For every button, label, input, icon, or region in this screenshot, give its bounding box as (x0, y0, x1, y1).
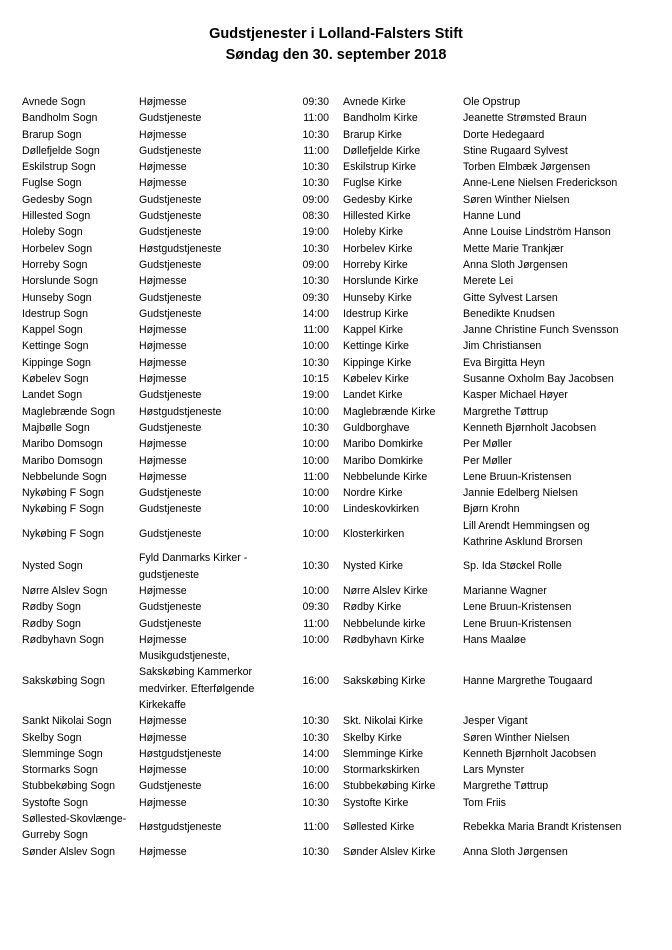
parish-cell: Nykøbing F Sogn (22, 487, 104, 500)
table-row (22, 355, 642, 371)
service-type-cell: Højmesse (139, 715, 187, 728)
priest-cell: Torben Elmbæk Jørgensen (463, 161, 591, 174)
church-cell: Slemminge Kirke (343, 747, 424, 760)
service-type-cell: Høstgudstjeneste (139, 242, 222, 255)
parish-cell: Rødby Sogn (22, 617, 81, 630)
parish-cell: Systofte Sogn (22, 796, 88, 809)
table-row (22, 159, 642, 175)
table-row (22, 762, 642, 778)
time-cell: 10:30 (302, 715, 329, 728)
time-cell: 11:00 (303, 617, 329, 630)
time-cell: 10:30 (302, 796, 329, 809)
parish-cell: Sønder Alslev Sogn (22, 845, 116, 858)
parish-cell: Maribo Domsogn (22, 438, 103, 451)
church-cell: Sønder Alslev Kirke (343, 845, 436, 858)
time-cell: 16:00 (302, 674, 329, 687)
service-type-cell: Højmesse (139, 633, 187, 646)
table-row (22, 175, 642, 191)
service-type-cell: Højmesse (139, 340, 187, 353)
parish-cell: Majbølle Sogn (22, 421, 90, 434)
church-cell: Horslunde Kirke (343, 275, 419, 288)
service-type-cell-text: Fyld Danmarks Kirker - gudstjeneste (139, 552, 248, 581)
table-row (22, 811, 642, 844)
services-table-body (22, 94, 642, 860)
parish-cell: Landet Sogn (22, 389, 83, 402)
time-cell: 10:30 (302, 161, 329, 174)
service-type-cell: Højmesse (139, 373, 187, 386)
parish-cell: Holeby Sogn (22, 226, 83, 239)
parish-cell: Avnede Sogn (22, 96, 86, 108)
priest-cell: Stine Rugaard Sylvest (463, 144, 568, 157)
table-row (22, 192, 642, 208)
service-type-cell: Højmesse (139, 438, 187, 451)
parish-cell: Slemminge Sogn (22, 747, 103, 760)
time-cell: 10:30 (302, 731, 329, 744)
parish-cell: Nykøbing F Sogn (22, 503, 104, 516)
parish-cell: Stubbekøbing Sogn (22, 780, 116, 793)
priest-cell: Søren Winther Nielsen (463, 731, 570, 744)
time-cell: 11:00 (303, 324, 329, 337)
page-title: Gudstjenester i Lolland-Falsters Stift (209, 26, 463, 42)
church-cell: Klosterkirken (343, 527, 405, 540)
parish-cell: Nykøbing F Sogn (22, 527, 104, 540)
time-cell: 10:00 (302, 454, 329, 467)
time-cell: 10:30 (302, 421, 329, 434)
table-row (22, 632, 642, 648)
church-cell: Horbelev Kirke (343, 242, 413, 255)
church-cell: Systofte Kirke (343, 796, 409, 809)
time-cell: 10:00 (302, 438, 329, 451)
parish-cell: Nysted Sogn (22, 560, 83, 573)
time-cell: 10:00 (302, 503, 329, 516)
time-cell: 09:00 (302, 258, 329, 271)
table-row (22, 501, 642, 517)
priest-cell: Anne-Lene Nielsen Frederickson (463, 177, 618, 190)
table-row (22, 599, 642, 615)
church-cell: Avnede Kirke (343, 96, 406, 108)
parish-cell: Hunseby Sogn (22, 291, 92, 304)
church-cell: Skt. Nikolai Kirke (343, 715, 424, 728)
church-cell: Kappel Kirke (343, 324, 404, 337)
parish-cell: Gedesby Sogn (22, 193, 93, 206)
table-row (22, 306, 642, 322)
time-cell: 10:30 (302, 177, 329, 190)
table-row (22, 616, 642, 632)
church-cell: Døllefjelde Kirke (343, 144, 421, 157)
parish-cell: Nebbelunde Sogn (22, 470, 107, 483)
time-cell: 19:00 (302, 226, 329, 239)
parish-cell: Kippinge Sogn (22, 356, 91, 369)
table-row (22, 713, 642, 729)
church-cell: Fuglse Kirke (343, 177, 402, 190)
priest-cell: Hanne Margrethe Tougaard (463, 674, 593, 687)
priest-cell: Kenneth Bjørnholt Jacobsen (463, 421, 597, 434)
priest-cell: Lene Bruun-Kristensen (463, 470, 572, 483)
table-row (22, 257, 642, 273)
service-type-cell: Højmesse (139, 161, 187, 174)
service-type-cell: Højmesse (139, 796, 187, 809)
time-cell: 09:30 (302, 291, 329, 304)
table-row (22, 778, 642, 794)
priest-cell: Mette Marie Trankjær (463, 242, 564, 255)
parish-cell: Døllefjelde Sogn (22, 144, 100, 157)
priest-cell: Ole Opstrup (463, 96, 521, 108)
priest-cell: Jim Christiansen (463, 340, 542, 353)
time-cell: 11:00 (303, 821, 329, 834)
service-type-cell: Gudstjeneste (139, 258, 202, 271)
priest-cell: Gitte Sylvest Larsen (463, 291, 558, 304)
parish-cell: Købelev Sogn (22, 373, 89, 386)
table-row (22, 795, 642, 811)
priest-cell: Eva Birgitta Heyn (463, 356, 545, 369)
time-cell: 10:00 (302, 405, 329, 418)
priest-cell: Jannie Edelberg Nielsen (463, 487, 578, 500)
table-row (22, 485, 642, 501)
service-type-cell: Gudstjeneste (139, 487, 202, 500)
priest-cell: Per Møller (463, 454, 512, 467)
service-type-cell: Gudstjeneste (139, 503, 202, 516)
church-cell: Hunseby Kirke (343, 291, 412, 304)
priest-cell: Hanne Lund (463, 210, 521, 223)
table-row (22, 110, 642, 126)
time-cell: 10:00 (302, 633, 329, 646)
table-row (22, 127, 642, 143)
priest-cell: Anne Louise Lindström Hanson (463, 226, 611, 239)
priest-cell-text: Lill Arendt Hemmingsen og Kathrine Asklund Brorsen (463, 519, 590, 549)
parish-cell: Maglebrænde Sogn (22, 405, 116, 418)
priest-cell: Susanne Oxholm Bay Jacobsen (463, 373, 614, 386)
parish-cell: Eskilstrup Sogn (22, 161, 96, 174)
time-cell: 10:00 (302, 584, 329, 597)
church-cell: Bandholm Kirke (343, 112, 418, 125)
service-type-cell: Højmesse (139, 356, 187, 369)
church-cell: Sakskøbing Kirke (343, 674, 426, 687)
parish-cell: Sakskøbing Sogn (22, 674, 106, 687)
church-cell: Kippinge Kirke (343, 356, 412, 369)
table-row (22, 208, 642, 224)
table-row (22, 648, 642, 713)
service-type-cell: Gudstjeneste (139, 780, 202, 793)
church-cell: Skelby Kirke (343, 731, 402, 744)
priest-cell: Hans Maaløe (463, 633, 526, 646)
table-row (22, 290, 642, 306)
service-type-cell: Højmesse (139, 764, 187, 777)
priest-cell: Tom Friis (463, 796, 506, 809)
table-row (22, 518, 642, 551)
church-cell: Horreby Kirke (343, 258, 408, 271)
service-type-cell (139, 550, 299, 583)
table-row (22, 94, 642, 110)
service-type-cell: Højmesse (139, 584, 187, 597)
church-cell: Købelev Kirke (343, 373, 409, 386)
time-cell: 09:30 (302, 96, 329, 108)
parish-cell: Fuglse Sogn (22, 177, 82, 190)
service-type-cell: Gudstjeneste (139, 421, 202, 434)
service-type-cell-text: Musikgudstjeneste, Sakskøbing Kammerkor medvirker. Efterfølgende Kirkekaffe (139, 650, 255, 711)
time-cell: 11:00 (303, 470, 329, 483)
parish-cell: Rødbyhavn Sogn (22, 633, 104, 646)
parish-cell: Maribo Domsogn (22, 454, 103, 467)
service-type-cell: Højmesse (139, 177, 187, 190)
church-cell: Idestrup Kirke (343, 307, 409, 320)
church-cell: Kettinge Kirke (343, 340, 409, 353)
service-type-cell: Gudstjeneste (139, 389, 202, 402)
priest-cell: Lene Bruun-Kristensen (463, 601, 572, 614)
priest-cell: Kenneth Bjørnholt Jacobsen (463, 747, 597, 760)
parish-cell (22, 811, 139, 844)
time-cell: 10:15 (302, 373, 329, 386)
church-cell: Nebbelunde kirke (343, 617, 426, 630)
priest-cell: Margrethe Tøttrup (463, 780, 549, 793)
priest-cell: Per Møller (463, 438, 512, 451)
time-cell: 09:00 (302, 193, 329, 206)
parish-cell: Bandholm Sogn (22, 112, 98, 125)
service-type-cell: Gudstjeneste (139, 193, 202, 206)
priest-cell: Merete Lei (463, 275, 514, 288)
service-type-cell: Høstgudstjeneste (139, 747, 222, 760)
church-cell: Stubbekøbing Kirke (343, 780, 436, 793)
page-subtitle: Søndag den 30. september 2018 (225, 47, 447, 63)
service-type-cell: Gudstjeneste (139, 291, 202, 304)
table-row (22, 469, 642, 485)
parish-cell: Nørre Alslev Sogn (22, 584, 108, 597)
time-cell: 10:30 (302, 242, 329, 255)
priest-cell: Dorte Hedegaard (463, 128, 545, 141)
priest-cell: Jesper Vigant (463, 715, 528, 728)
church-cell: Maribo Domkirke (343, 438, 424, 451)
service-type-cell: Højmesse (139, 96, 187, 108)
priest-cell: Kasper Michael Høyer (463, 389, 568, 402)
church-cell: Eskilstrup Kirke (343, 161, 416, 174)
table-row (22, 453, 642, 469)
church-cell: Maribo Domkirke (343, 454, 424, 467)
parish-cell: Rødby Sogn (22, 601, 81, 614)
service-type-cell: Gudstjeneste (139, 112, 202, 125)
time-cell: 10:30 (302, 275, 329, 288)
priest-cell: Søren Winther Nielsen (463, 193, 570, 206)
church-cell: Nørre Alslev Kirke (343, 584, 428, 597)
service-type-cell: Gudstjeneste (139, 527, 202, 540)
priest-cell: Bjørn Krohn (463, 503, 520, 516)
table-row (22, 844, 642, 860)
priest-cell: Margrethe Tøttrup (463, 405, 549, 418)
service-type-cell: Gudstjeneste (139, 144, 202, 157)
page-header (0, 24, 672, 66)
church-cell: Holeby Kirke (343, 226, 404, 239)
church-cell: Rødby Kirke (343, 601, 402, 614)
church-cell: Rødbyhavn Kirke (343, 633, 425, 646)
parish-cell: Horbelev Sogn (22, 242, 93, 255)
church-cell: Nordre Kirke (343, 487, 403, 500)
table-row (22, 322, 642, 338)
parish-cell: Kettinge Sogn (22, 340, 89, 353)
table-row (22, 143, 642, 159)
table-row (22, 583, 642, 599)
parish-cell: Sankt Nikolai Sogn (22, 715, 112, 728)
table-row (22, 404, 642, 420)
parish-cell: Hillested Sogn (22, 210, 91, 223)
parish-cell: Brarup Sogn (22, 128, 82, 141)
service-type-cell: Gudstjeneste (139, 226, 202, 239)
church-cell: Søllested Kirke (343, 821, 415, 834)
service-type-cell: Højmesse (139, 128, 187, 141)
service-type-cell (139, 648, 299, 713)
time-cell: 10:00 (302, 527, 329, 540)
table-row (22, 436, 642, 452)
parish-cell: Horslunde Sogn (22, 275, 98, 288)
services-table (22, 94, 642, 860)
church-cell: Stormarkskirken (343, 764, 420, 777)
service-type-cell: Højmesse (139, 731, 187, 744)
church-cell: Lindeskovkirken (343, 503, 419, 516)
church-cell: Guldborghave (343, 421, 410, 434)
parish-cell: Horreby Sogn (22, 258, 88, 271)
service-type-cell: Høstgudstjeneste (139, 821, 222, 834)
parish-cell: Skelby Sogn (22, 731, 82, 744)
service-type-cell: Højmesse (139, 845, 187, 858)
table-row (22, 338, 642, 354)
priest-cell (463, 518, 642, 551)
priest-cell: Benedikte Knudsen (463, 307, 555, 320)
priest-cell: Jeanette Strømsted Braun (463, 112, 587, 125)
church-cell: Gedesby Kirke (343, 193, 413, 206)
time-cell: 19:00 (302, 389, 329, 402)
church-cell: Nysted Kirke (343, 560, 404, 573)
time-cell: 10:30 (302, 845, 329, 858)
time-cell: 14:00 (302, 747, 329, 760)
time-cell: 11:00 (303, 144, 329, 157)
priest-cell: Lene Bruun-Kristensen (463, 617, 572, 630)
church-cell: Hillested Kirke (343, 210, 411, 223)
table-row (22, 730, 642, 746)
service-type-cell: Gudstjeneste (139, 601, 202, 614)
time-cell: 08:30 (302, 210, 329, 223)
service-type-cell: Gudstjeneste (139, 307, 202, 320)
service-type-cell: Gudstjeneste (139, 210, 202, 223)
priest-cell: Janne Christine Funch Svensson (463, 324, 619, 337)
time-cell: 10:30 (302, 356, 329, 369)
table-row (22, 550, 642, 583)
table-row (22, 746, 642, 762)
time-cell: 16:00 (302, 780, 329, 793)
service-type-cell: Højmesse (139, 275, 187, 288)
parish-cell: Kappel Sogn (22, 324, 83, 337)
time-cell: 10:30 (302, 560, 329, 573)
church-cell: Landet Kirke (343, 389, 403, 402)
time-cell: 10:00 (302, 764, 329, 777)
church-cell: Nebbelunde Kirke (343, 470, 428, 483)
service-type-cell: Gudstjeneste (139, 617, 202, 630)
time-cell: 10:00 (302, 340, 329, 353)
priest-cell: Anna Sloth Jørgensen (463, 258, 568, 271)
parish-cell-text: Søllested-Skovlænge-Gurreby Sogn (22, 813, 127, 842)
time-cell: 10:30 (302, 128, 329, 141)
priest-cell: Rebekka Maria Brandt Kristensen (463, 821, 622, 834)
table-row (22, 371, 642, 387)
church-cell: Brarup Kirke (343, 128, 402, 141)
service-type-cell: Højmesse (139, 454, 187, 467)
table-row (22, 387, 642, 403)
table-row (22, 273, 642, 289)
time-cell: 10:00 (302, 487, 329, 500)
table-row (22, 241, 642, 257)
time-cell: 14:00 (302, 307, 329, 320)
service-type-cell: Høstgudstjeneste (139, 405, 222, 418)
priest-cell: Marianne Wagner (463, 584, 547, 597)
time-cell: 11:00 (303, 112, 329, 125)
church-cell: Maglebrænde Kirke (343, 405, 436, 418)
time-cell: 09:30 (302, 601, 329, 614)
service-type-cell: Højmesse (139, 324, 187, 337)
table-row (22, 420, 642, 436)
parish-cell: Idestrup Sogn (22, 307, 88, 320)
service-type-cell: Højmesse (139, 470, 187, 483)
table-row (22, 224, 642, 240)
priest-cell: Lars Mynster (463, 764, 525, 777)
parish-cell: Stormarks Sogn (22, 764, 98, 777)
priest-cell: Anna Sloth Jørgensen (463, 845, 568, 858)
priest-cell: Sp. Ida Støckel Rolle (463, 560, 562, 573)
